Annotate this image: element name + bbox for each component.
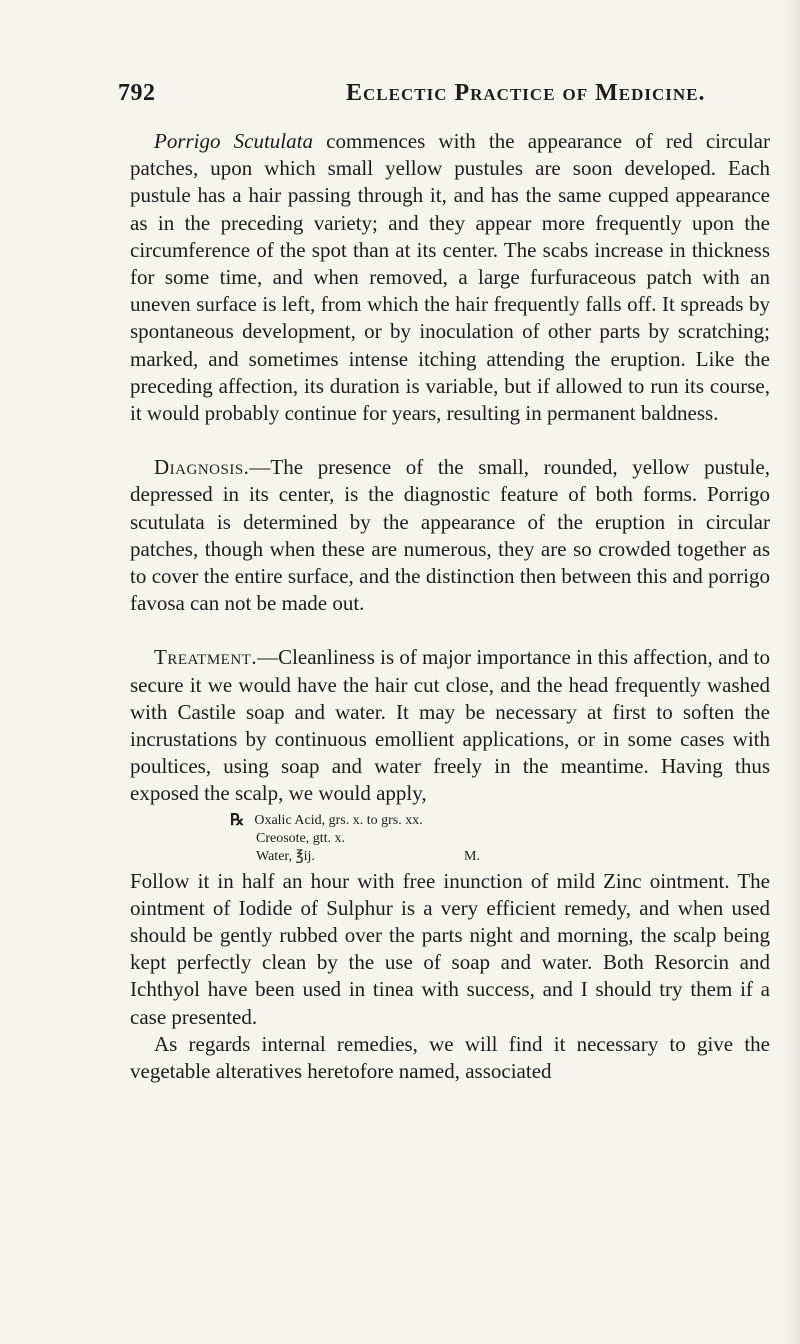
paragraph-text: As regards internal remedies, we will find it necessary to give the vegetable alteratives heretofore named, associated xyxy=(130,1031,770,1084)
page-header xyxy=(118,80,788,120)
paragraph-porrigo-scutulata xyxy=(130,128,770,427)
page-edge-shadow xyxy=(786,0,800,1344)
recipe-symbol: ℞ xyxy=(230,811,245,829)
prescription-line xyxy=(230,848,480,866)
page-body xyxy=(130,128,770,1085)
paragraph-follow-up xyxy=(130,868,770,1031)
prescription-line xyxy=(230,812,480,830)
paragraph-text: —Cleanliness is of major importance in this affection, and to secure it we would have the hair cut close, and the head frequently washed with Castile soap and water. It may be necessary at first to soften the incrustations by continuous emollient applications, or in some cases with poultices, using soap and water freely in the meantime. Having thus exposed the scalp, we would apply, xyxy=(130,645,770,806)
paragraph-text: commences with the appearance of red circular patches, upon which small yellow pustules are soon developed. Each pustule has a hair passing through it, and has the same cupped appearance as in the preceding variety; and they appear more frequently upon the circumference of the spot than at its center. The scabs increase in thickness for some time, and when removed, a large furfuraceous patch with an uneven surface is left, from which the hair frequently falls off. It spreads by spontaneous development, or by inoculation of other parts by scratching; marked, and sometimes intense itching attending the eruption. Like the preceding affection, its duration is variable, but if allowed to run its course, it would probably continue for years, resulting in permanent baldness. xyxy=(130,129,770,426)
paragraph-text: —The presence of the small, rounded, yellow pustule, depressed in its center, is the diagnostic feature of both forms. Porrigo scutulata is determined by the appearance of the eruption in circular patches, though when these are numerous, they are so crowded together as to cover the entire surface, and the distinction then between this and porrigo favosa can not be made out. xyxy=(130,455,770,616)
prescription-block xyxy=(230,812,480,866)
paragraph-text: Follow it in half an hour with free inunction of mild Zinc ointment. The ointment of Iodide of Sulphur is a very efficient remedy, and when used should be gently rubbed over the parts night and morning, the scalp being kept perfectly clean by the use of soap and water. Both Resorcin and Ichthyol have been used in tinea with success, and I should try them if a case presented. xyxy=(130,868,770,1029)
running-title: Eclectic Practice of Medicine. xyxy=(346,80,706,106)
heading-treatment: Treatment. xyxy=(154,645,258,670)
heading-diagnosis: Diagnosis. xyxy=(154,455,250,480)
prescription-sign: M. xyxy=(464,848,480,864)
paragraph-treatment xyxy=(130,644,770,807)
term-porrigo-scutulata: Porrigo Scutulata xyxy=(154,129,313,153)
prescription-ingredient: Creosote, gtt. x. xyxy=(256,830,346,846)
prescription-ingredient: Water, ℥ij. xyxy=(256,848,315,864)
prescription-line xyxy=(230,830,480,848)
paragraph-internal-remedies xyxy=(130,1031,770,1085)
prescription-ingredient: Oxalic Acid, grs. x. to grs. xx. xyxy=(254,812,423,828)
paragraph-diagnosis xyxy=(130,454,770,617)
page-number: 792 xyxy=(118,80,156,106)
